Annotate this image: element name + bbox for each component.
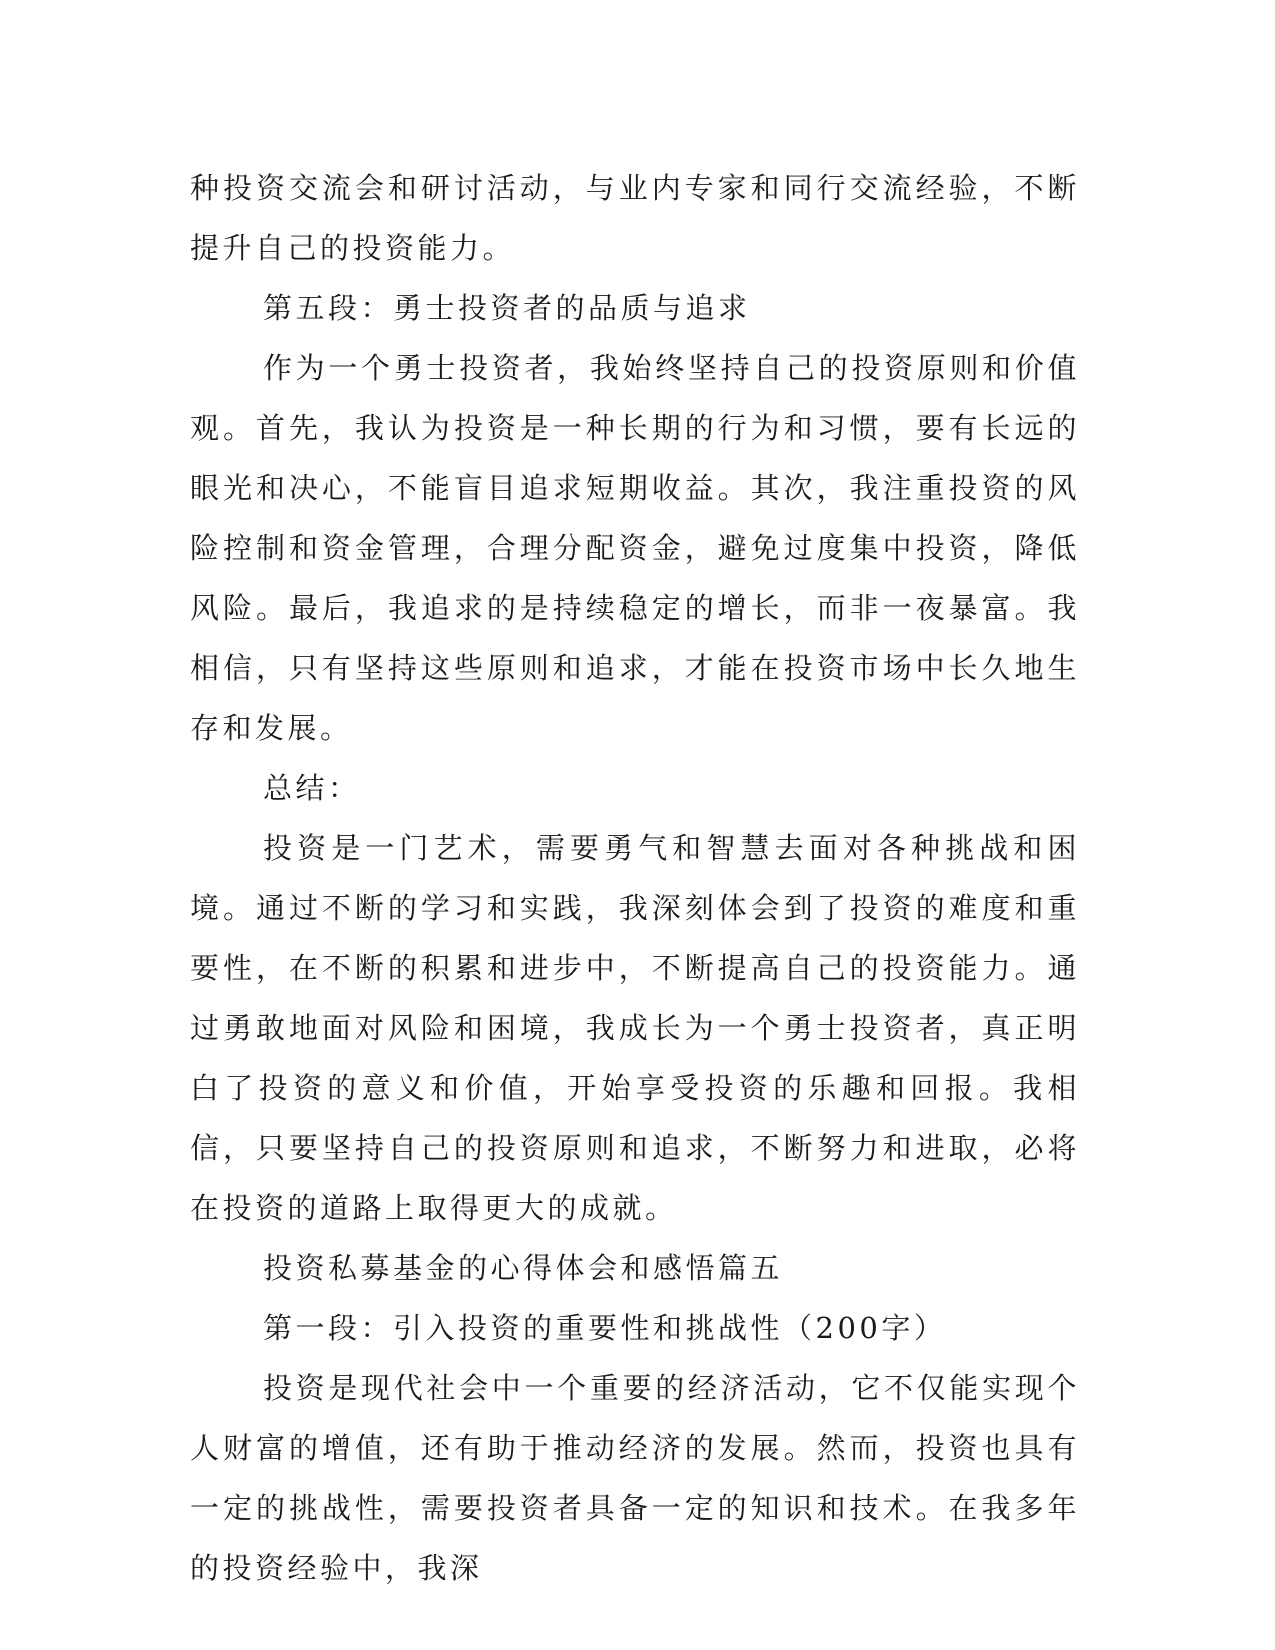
section-heading-one: 第一段：引入投资的重要性和挑战性（200字） xyxy=(263,1311,947,1345)
summary-heading: 总结： xyxy=(263,771,361,805)
paragraph-intro: 投资是现代社会中一个重要的经济活动，它不仅能实现个人财富的增值，还有助于推动经济的发展。然而，投资也具有一定的挑战性，需要投资者具备一定的知识和技术。在我多年的投资经验中，我深 xyxy=(190,1371,1080,1585)
article-title: 投资私募基金的心得体会和感悟篇五 xyxy=(263,1251,784,1285)
section-heading-five: 第五段：勇士投资者的品质与追求 xyxy=(263,291,751,325)
paragraph-summary: 投资是一门艺术，需要勇气和智慧去面对各种挑战和困境。通过不断的学习和实践，我深刻体会到了投资的难度和重要性，在不断的积累和进步中，不断提高自己的投资能力。通过勇敢地面对风险和困境，我成长为一个勇士投资者，真正明白了投资的意义和价值，开始享受投资的乐趣和回报。我相信，只要坚持自己的投资原则和追求，不断努力和进取，必将在投资的道路上取得更大的成就。 xyxy=(190,831,1080,1225)
paragraph-principles: 作为一个勇士投资者，我始终坚持自己的投资原则和价值观。首先，我认为投资是一种长期的行为和习惯，要有长远的眼光和决心，不能盲目追求短期收益。其次，我注重投资的风险控制和资金管理，合理分配资金，避免过度集中投资，降低风险。最后，我追求的是持续稳定的增长，而非一夜暴富。我相信，只有坚持这些原则和追求，才能在投资市场中长久地生存和发展。 xyxy=(190,351,1080,745)
document-body xyxy=(190,158,1080,1598)
paragraph-continuation: 种投资交流会和研讨活动，与业内专家和同行交流经验，不断提升自己的投资能力。 xyxy=(190,171,1080,265)
